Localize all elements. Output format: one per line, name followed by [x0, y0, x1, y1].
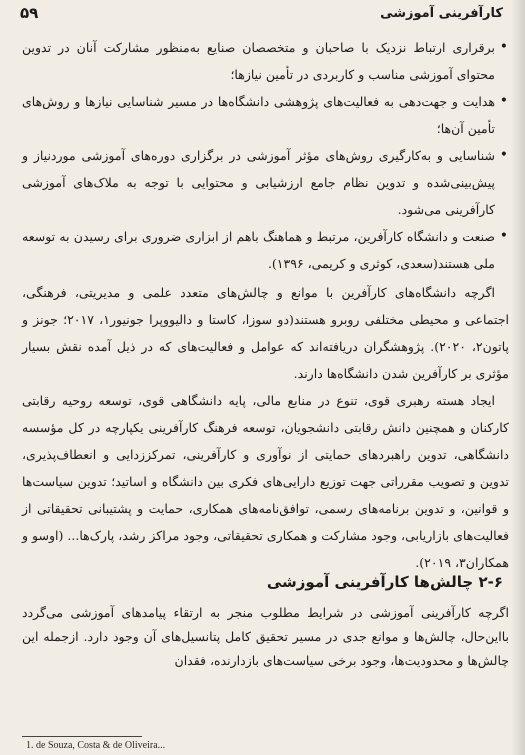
- page-number: ۵۹: [20, 4, 39, 22]
- page-header: [20, 0, 503, 26]
- paragraph: اگرچه کارآفرینی آموزشی در شرایط مطلوب منجر به ارتقاء پیامدهای آموزشی می‌گردد بااین‌حال، چالش‌ها و موانع جدی در مسیر تحقیق کامل پتانسیل‌های آن وجود دارد. ازجمله این چالش‌ها و محدودیت‌ها، وجود برخی سیاست‌های بازدارنده، فقدان: [22, 605, 509, 668]
- page-edge-shadow: [511, 0, 525, 755]
- bullet-item: • برقراری ارتباط نزدیک با صاحبان و متخصصان صنایع به‌منظور مشارکت آنان در تدوین محتوای آموزشی مناسب و کاربردی در تأمین نیازها؛: [22, 34, 495, 88]
- bullet-item: • صنعت و دانشگاه کارآفرین، مرتبط و هماهنگ باهم از ابزاری ضروری برای رسیدن به توسعه ملی هستند(سعدی، کوثری و کریمی، ۱۳۹۶).: [22, 223, 495, 277]
- footnote-divider: [22, 736, 142, 737]
- main-text: [22, 34, 509, 576]
- footnote: 1. de Souza, Costa & de Oliveira...: [26, 740, 166, 751]
- paragraph: اگرچه دانشگاه‌های کارآفرین با موانع و چالش‌های متعدد علمی و مدیریتی، فرهنگی، اجتماعی و محیطی مختلفی روبرو هستند(دو سوزا، کاستا و دالیووپرا جونیور۱، ۲۰۱۷؛ جونز و پاتون۲، ۲۰۲۰). پژوهشگران دریافته‌اند که عوامل و فعالیت‌های که در ذیل آمده نقش بسیار مؤثری بر کارآفرین شدن دانشگاه‌ها دارند.: [22, 285, 510, 381]
- bullet-list: [22, 34, 509, 277]
- section-heading: ۲-۶ چالش‌ها کارآفرینی آموزشی: [266, 573, 503, 591]
- bullet-item: • هدایت و جهت‌دهی به فعالیت‌های پژوهشی دانشگاه‌ها در مسیر شناسایی نیازها و روش‌های تأمین آن‌ها؛: [22, 88, 495, 142]
- paragraph: ایجاد هسته رهبری قوی، تنوع در منابع مالی، پایه دانشگاهی قوی، توسعه روحیه رقابتی کارکنان و همچنین دانش رقابتی دانشجویان، توسعه فرهنگ کارآفرینی یکپارچه در کل مؤسسه دانشگاهی، تدوین راهبردهای حمایتی از نوآوری و کارآفرینی، تمرکززدایی و انعطاف‌پذیری، تدوین و تصویب مقرراتی جهت توزیع دارایی‌های فکری بین دانشگاه و اساتید؛ تدوین سیاست‌ها و قوانین، و تدوین برنامه‌های رسمی، توافق‌نامه‌های همکاری، حمایت و پشتیبانی تحقیقاتی از فعالیت‌های بازاریابی، وجود مشارکت و همکاری تحقیقاتی، وجود مراکز رشد، پارک‌ها... (اوسو و همکاران۳، ۲۰۱۹).: [22, 393, 509, 570]
- running-title: کارآفرینی آموزشی: [380, 5, 503, 21]
- bullet-item: • شناسایی و به‌کارگیری روش‌های مؤثر آموزشی در برگزاری دوره‌های آموزشی موردنیاز و پیش‌بینی‌شده و تدوین نظام جامع ارزشیابی و محتوایی با توجه به ملاک‌های آموزشی کارآفرینی می‌شود.: [22, 142, 495, 223]
- section-body: [22, 601, 509, 673]
